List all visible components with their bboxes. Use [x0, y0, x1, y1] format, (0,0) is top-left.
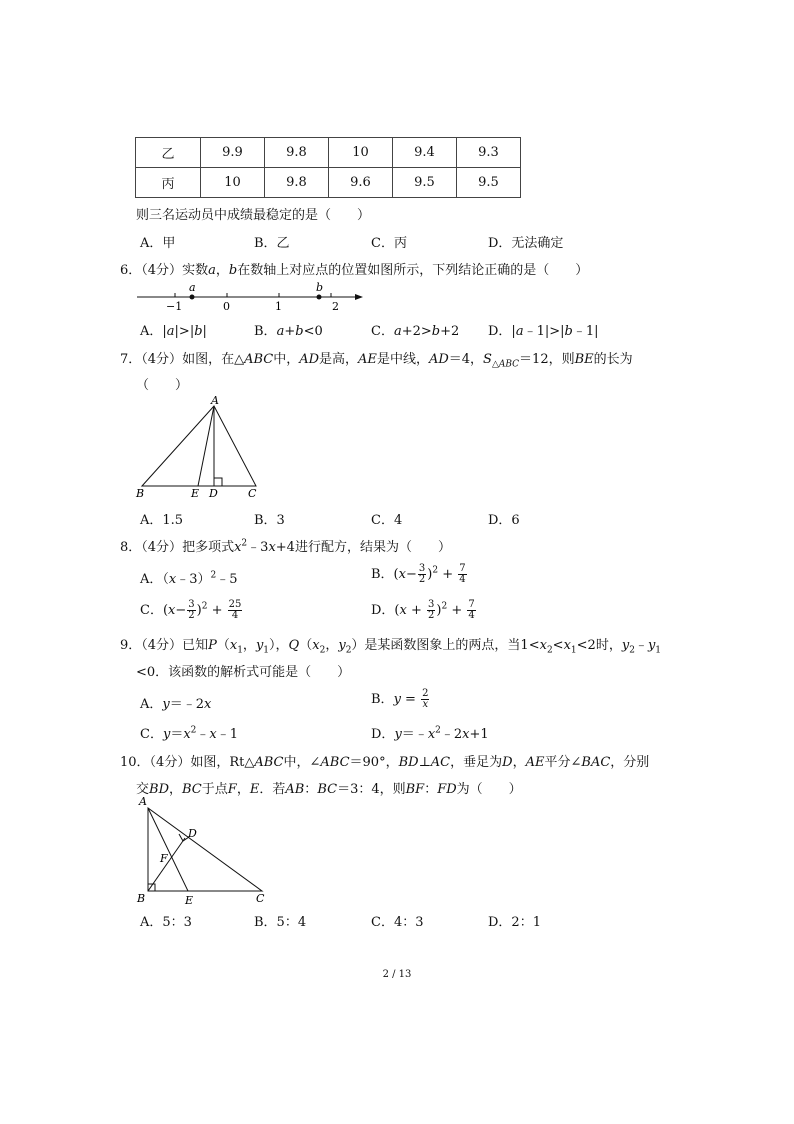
q8-score: （4分）	[141, 540, 183, 555]
table-cell: 9.9	[201, 138, 265, 168]
q8-option-b: B．(x− $\frac{3}{2}$ )$^2$ + $\frac{7}{4}$	[371, 563, 466, 585]
vertex-label: F	[160, 852, 168, 865]
q6-option-a: A．|a|>|b|	[140, 324, 207, 339]
table-cell: 丙	[136, 168, 201, 198]
q7-option-a: A．1.5	[140, 513, 184, 528]
median-ae	[198, 406, 214, 486]
q9-option-c: C．$y=x^2﹣x﹣1$	[140, 725, 239, 742]
q10-option-a: A．5：3	[140, 915, 192, 930]
triangle-outline	[148, 808, 262, 891]
vertex-label: A	[211, 396, 219, 407]
q5-option-c: C．丙	[371, 236, 407, 251]
right-triangle-figure	[134, 794, 272, 906]
q10-option-b: B．5：4	[254, 915, 307, 930]
table-row	[136, 168, 521, 198]
q8-option-c: C．(x− $\frac{3}{2}$ )$^2$ + $\frac{25}{4}$	[140, 599, 242, 621]
q7-number: 7．	[120, 352, 142, 367]
q7-score: （4分）	[141, 352, 183, 367]
q6-option-d: D．|a﹣1|>|b﹣1|	[488, 324, 599, 339]
vertex-label: A	[139, 795, 147, 808]
vertex-label: E	[191, 487, 200, 500]
q10-score: （4分）	[149, 755, 191, 770]
vertex-label: B	[137, 892, 146, 905]
triangle-outline	[142, 406, 256, 486]
q8-number: 8．	[120, 540, 142, 555]
q5-option-a: A．甲	[140, 236, 176, 251]
tick-label: 0	[223, 300, 230, 313]
q8-stem: 8．（4分）把多项式$x^2﹣3x+4$进行配方，结果为（ ）	[120, 538, 451, 555]
table-cell: 9.8	[265, 138, 329, 168]
table-cell: 9.6	[329, 168, 393, 198]
triangle-abc-figure	[130, 396, 270, 502]
page-number: 2 / 13	[382, 969, 412, 980]
q6-option-c: C．a+2>b+2	[371, 324, 460, 339]
q7-option-c: C．4	[371, 513, 403, 528]
q9-option-b: B．y = $\frac{2}{x}$	[371, 688, 429, 710]
q9-number: 9．	[120, 638, 142, 653]
vertex-label: B	[136, 487, 145, 500]
q9-stem-line1: 9．（4分）已知$P(x_1$，$y_1$），$Q(x_2$，$y_2$）是某函数图象上的两点，当$1<x_2<x_1<2$时，$y_2﹣y_1$	[120, 638, 662, 656]
q9-option-a: A．y＝﹣2x	[140, 697, 212, 712]
point-b	[317, 295, 322, 300]
vertex-label: D	[209, 487, 218, 500]
label-b: b	[316, 282, 324, 294]
q10-option-d: D．2：1	[488, 915, 541, 930]
q7-option-d: D．6	[488, 513, 520, 528]
table-cell: 9.4	[393, 138, 457, 168]
q5-option-d: D．无法确定	[488, 236, 564, 251]
table-cell: 乙	[136, 138, 201, 168]
q10-number: 10．	[120, 755, 150, 770]
vertex-label: D	[188, 827, 197, 840]
q6-number: 6．	[120, 263, 142, 278]
q10-option-c: C．4：3	[371, 915, 424, 930]
q5-stem: 则三名运动员中成绩最稳定的是（ ）	[136, 208, 371, 223]
table-cell: 9.5	[393, 168, 457, 198]
table-cell: 10	[329, 138, 393, 168]
tick-label: 1	[275, 300, 282, 313]
q7-option-b: B．3	[254, 513, 285, 528]
tick-label: 2	[332, 300, 339, 313]
number-line-figure	[135, 282, 367, 314]
vertex-label: C	[248, 487, 257, 500]
table-cell: 10	[201, 168, 265, 198]
q6-stem: 6．（4分）实数a，b在数轴上对应点的位置如图所示，下列结论正确的是（ ）	[120, 263, 589, 278]
q10-stem-line1: 10．（4分）如图，Rt△ABC中，∠ABC＝90°，BD⊥AC，垂足为D，AE平分∠BAC，分别	[120, 755, 650, 770]
q6-score: （4分）	[141, 263, 183, 278]
q8-option-a: A．（x﹣3）$^2$﹣5	[140, 570, 238, 587]
axis-arrow-icon	[355, 294, 363, 300]
table-cell: 9.8	[265, 168, 329, 198]
right-angle-mark	[214, 478, 222, 486]
vertex-label: C	[256, 892, 265, 905]
q9-option-d: D．$y=﹣x^2﹣2x+1$	[371, 725, 489, 742]
q7-stem: 7．（4分）如图，在△ABC中，AD是高，AE是中线，AD＝4，$S_{\triangle ABC}=12$，则BE的长为	[120, 352, 633, 370]
point-a	[190, 295, 195, 300]
q9-stem-line2: <0．该函数的解析式可能是（ ）	[136, 665, 351, 680]
table-row	[136, 138, 521, 168]
q5-option-b: B．乙	[254, 236, 290, 251]
tick-label: −1	[166, 300, 183, 313]
table-cell: 9.3	[457, 138, 521, 168]
label-a: a	[189, 282, 196, 294]
vertex-label: E	[185, 894, 194, 906]
q9-score: （4分）	[141, 638, 183, 653]
q7-paren: （ ）	[136, 378, 189, 393]
q8-option-d: D．(x + $\frac{3}{2}$ )$^2$ + $\frac{7}{4}$	[371, 599, 475, 621]
table-cell: 9.5	[457, 168, 521, 198]
q10-stem-line2: 交BD，BC于点F，E．若AB：BC＝3：4，则BF：FD为（ ）	[136, 782, 522, 797]
score-table	[135, 137, 521, 198]
bisector-ae	[148, 808, 188, 891]
q6-option-b: B．a+b<0	[254, 324, 323, 339]
